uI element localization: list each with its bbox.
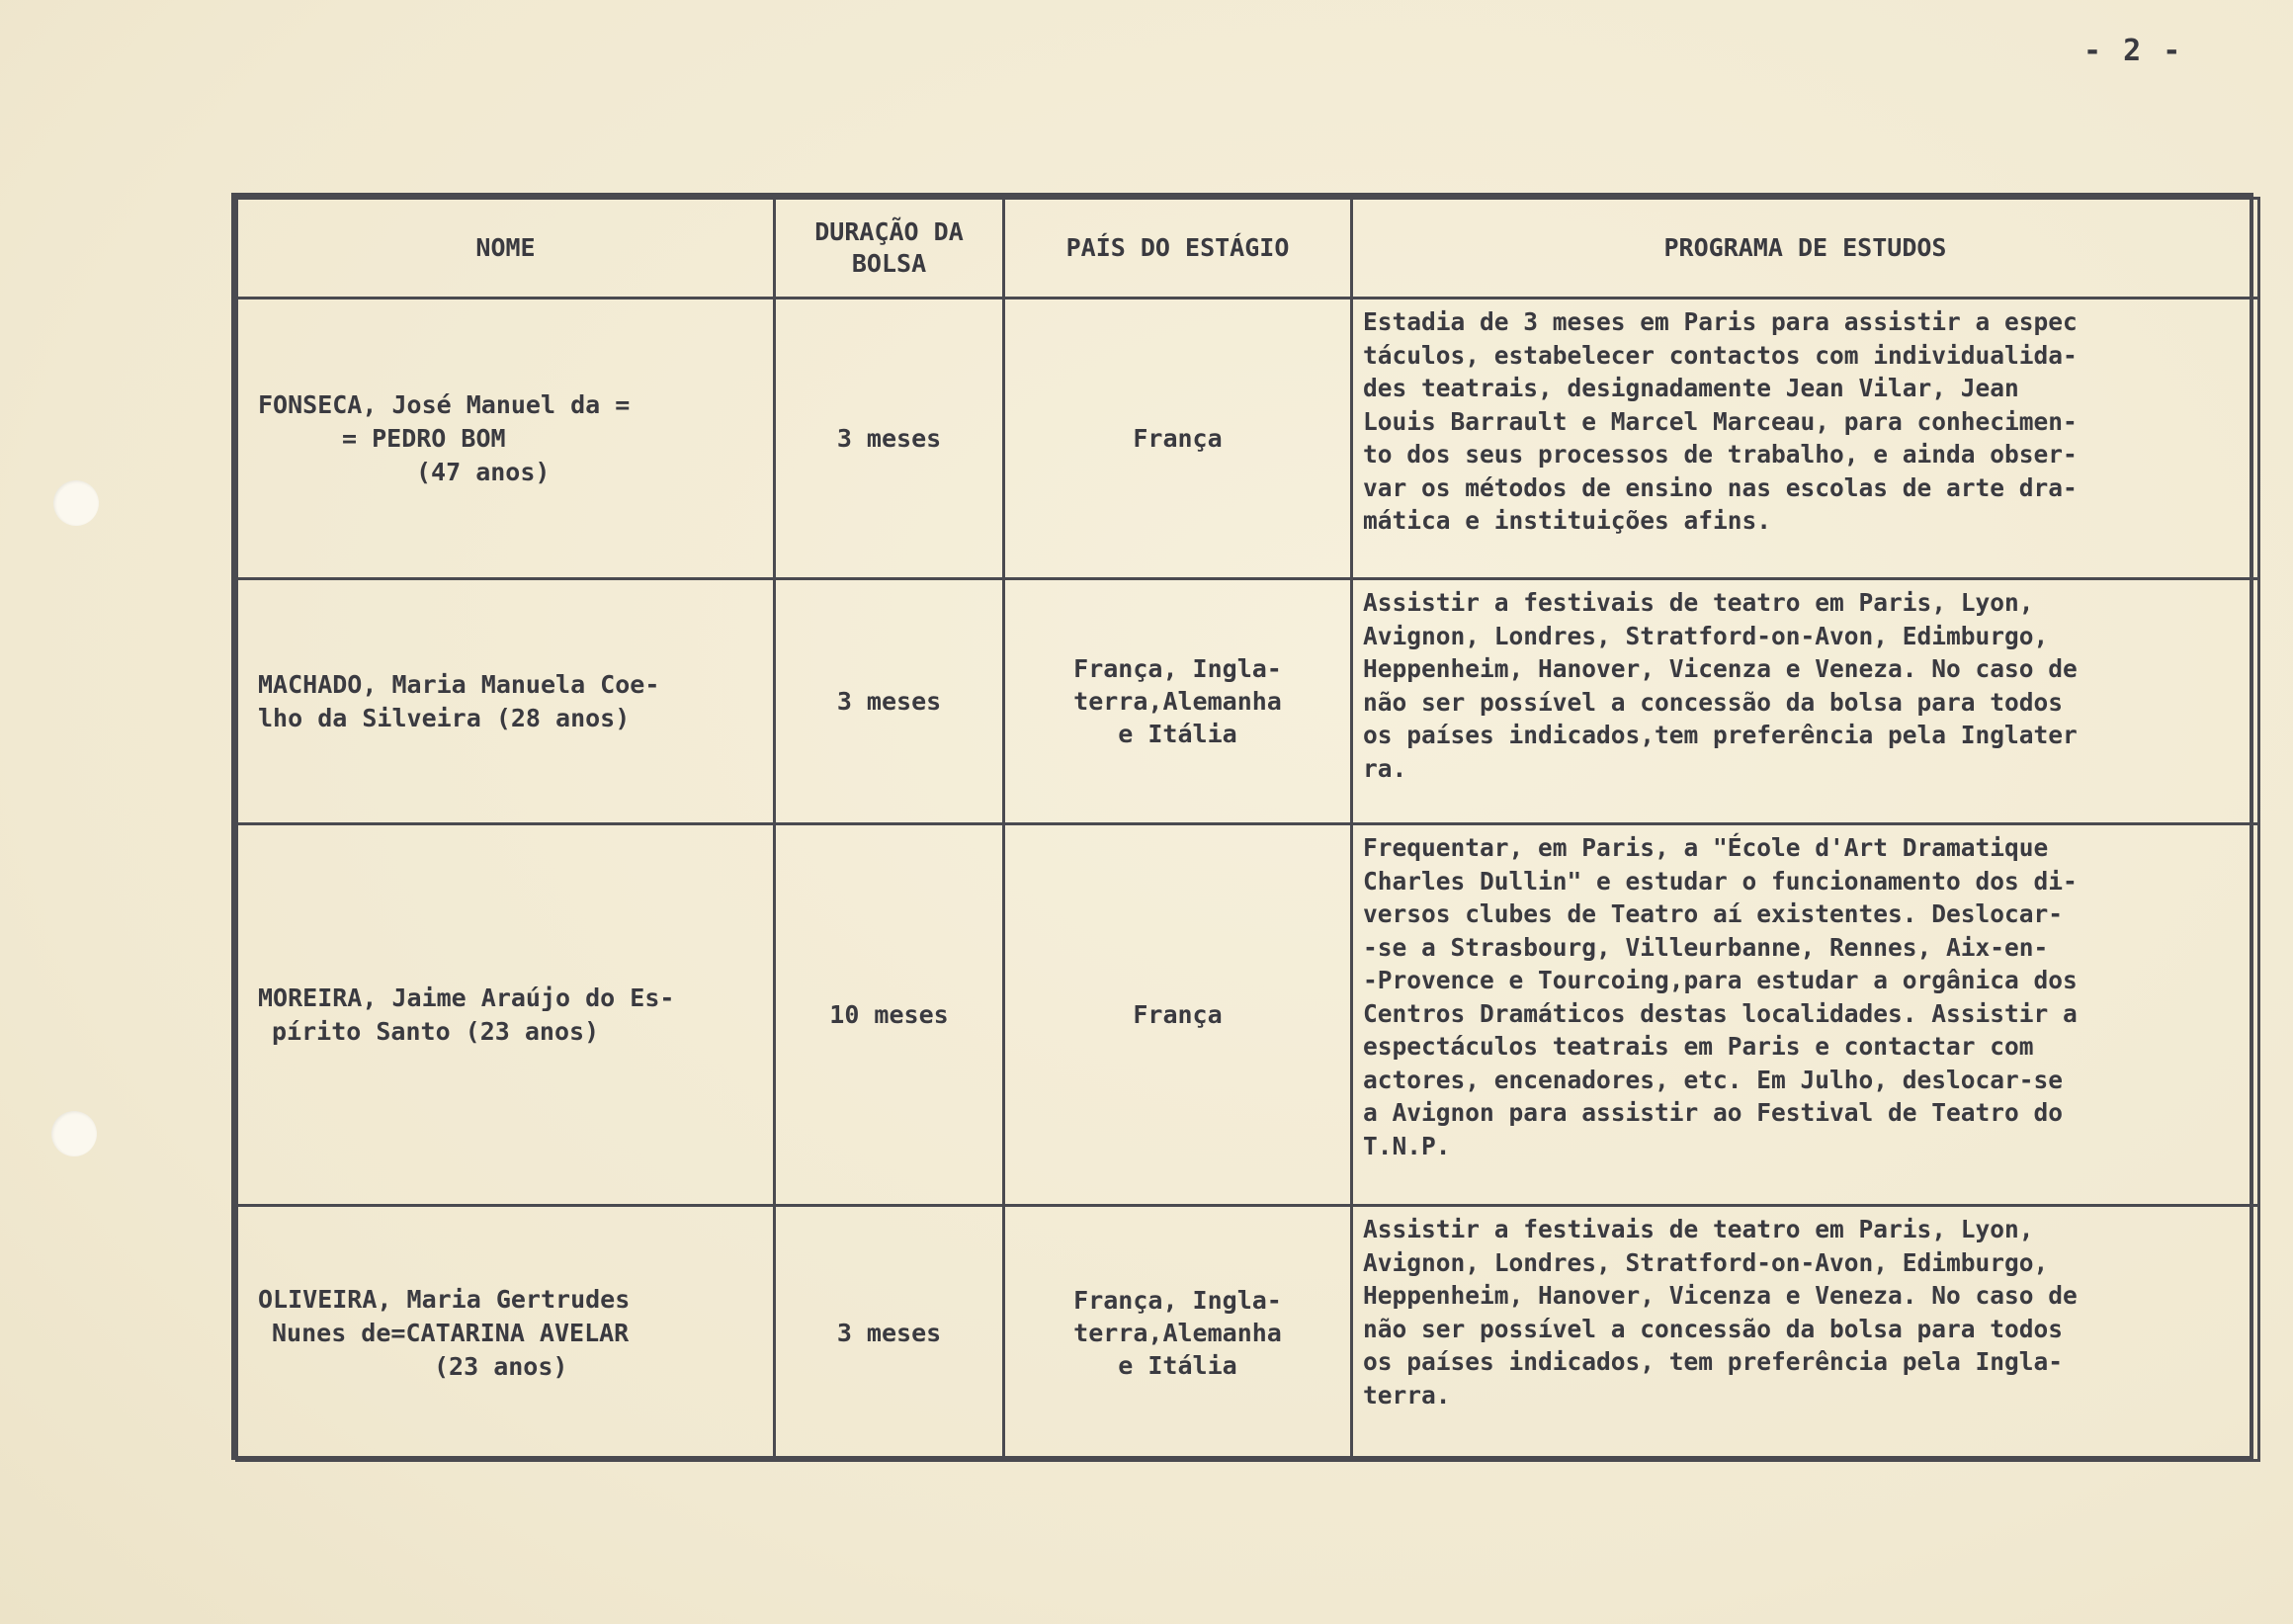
duracao-cell: 3 meses [775, 579, 1004, 824]
table-row [237, 824, 2259, 1206]
name-cell: MOREIRA, Jaime Araújo do Es- pírito Santo (23 anos) [237, 824, 775, 1206]
pais-cell: França, Ingla- terra,Alemanha e Itália [1004, 579, 1352, 824]
header-programa: PROGRAMA DE ESTUDOS [1352, 199, 2259, 299]
duracao-cell: 3 meses [775, 1206, 1004, 1461]
table-row [237, 299, 2259, 579]
punch-hole [51, 1111, 97, 1156]
duracao-cell: 10 meses [775, 824, 1004, 1206]
pais-cell: França [1004, 299, 1352, 579]
header-duracao: DURAÇÃO DA BOLSA [775, 199, 1004, 299]
programa-cell: Assistir a festivais de teatro em Paris, Lyon, Avignon, Londres, Stratford-on-Avon, Edimburgo, Heppenheim, Hanover, Vicenza e Veneza. No caso de não ser possível a concessão da bolsa para todos os países indicados, tem preferência pela Ingla- terra. [1352, 1206, 2259, 1461]
page-number: - 2 - [2083, 34, 2183, 68]
pais-cell: França, Ingla- terra,Alemanha e Itália [1004, 1206, 1352, 1461]
programa-cell: Assistir a festivais de teatro em Paris, Lyon, Avignon, Londres, Stratford-on-Avon, Edimburgo, Heppenheim, Hanover, Vicenza e Veneza. No caso de não ser possível a concessão da bolsa para todos os países indicados,tem preferência pela Inglater ra. [1352, 579, 2259, 824]
name-cell: FONSECA, José Manuel da = = PEDRO BOM (47 anos) [237, 299, 775, 579]
table-header-row [237, 199, 2259, 299]
name-cell: MACHADO, Maria Manuela Coe- lho da Silveira (28 anos) [237, 579, 775, 824]
pais-cell: França [1004, 824, 1352, 1206]
header-pais: PAÍS DO ESTÁGIO [1004, 199, 1352, 299]
programa-cell: Estadia de 3 meses em Paris para assistir a espec táculos, estabelecer contactos com individualida- des teatrais, designadamente Jean Vilar, Jean Louis Barrault e Marcel Marceau, para conhecimen- to dos seus processos de trabalho, e ainda obser- var os métodos de ensino nas escolas de arte dra- mática e instituições afins. [1352, 299, 2259, 579]
table-row [237, 579, 2259, 824]
header-nome: NOME [237, 199, 775, 299]
programa-cell: Frequentar, em Paris, a "École d'Art Dramatique Charles Dullin" e estudar o funcionamento dos di- versos clubes de Teatro aí existentes. Deslocar- -se a Strasbourg, Villeurbanne, Rennes, Aix-en- -Provence e Tourcoing,para estudar a orgânica dos Centros Dramáticos destas localidades. Assistir a espectáculos teatrais em Paris e contactar com actores, encenadores, etc. Em Julho, deslocar-se a Avignon para assistir ao Festival de Teatro do T.N.P. [1352, 824, 2259, 1206]
name-cell: OLIVEIRA, Maria Gertrudes Nunes de=CATARINA AVELAR (23 anos) [237, 1206, 775, 1461]
punch-hole [53, 480, 99, 526]
scholarship-table [231, 193, 2253, 1460]
duracao-cell: 3 meses [775, 299, 1004, 579]
table-row [237, 1206, 2259, 1461]
